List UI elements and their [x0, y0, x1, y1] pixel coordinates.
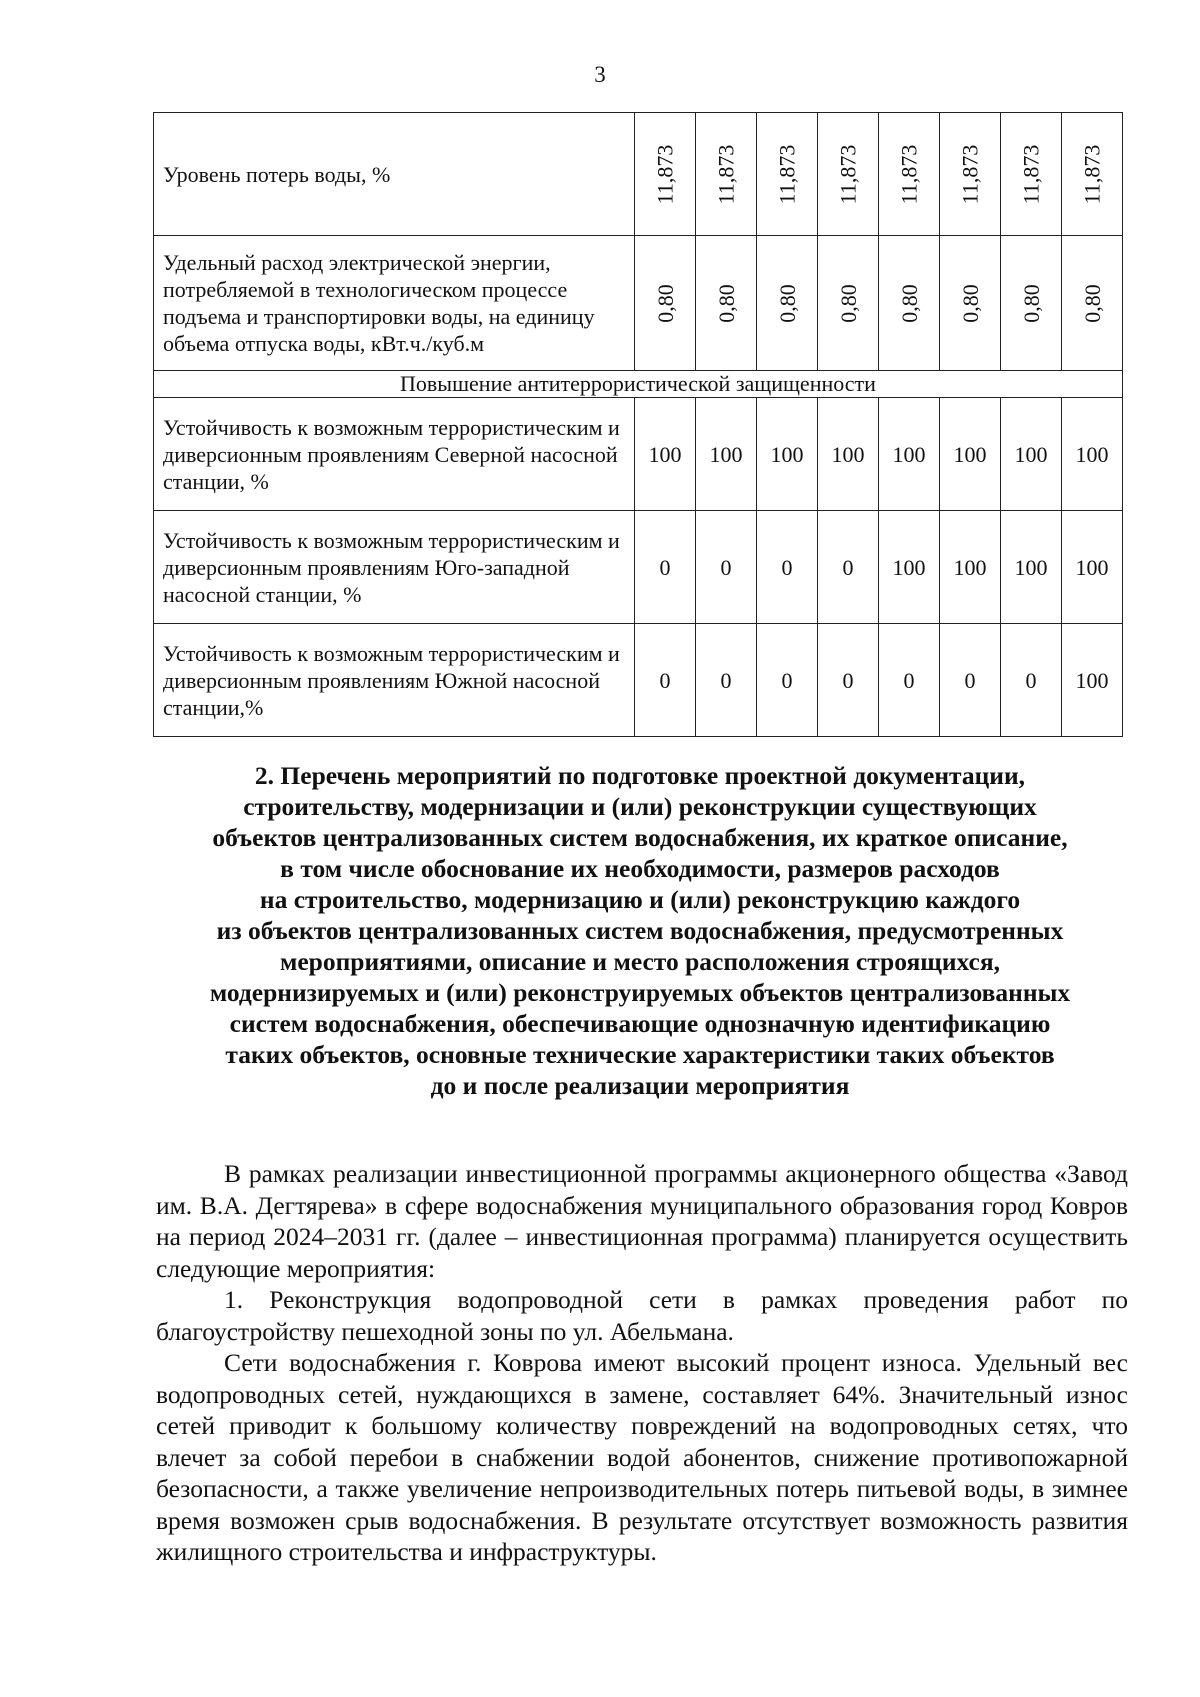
indicator-value-text: 0 [842, 554, 854, 580]
heading-line: систем водоснабжения, обеспечивающие однозначную идентификацию [229, 1009, 1051, 1038]
indicator-value [818, 624, 879, 737]
section-title: Повышение антитеррористической защищенности [154, 371, 1123, 398]
table-row [154, 236, 1123, 371]
indicator-value [757, 624, 818, 737]
indicator-value [1000, 113, 1061, 236]
indicator-value-text: 11,873 [835, 144, 861, 204]
heading-line: модернизируемых и (или) реконструируемых объектов централизованных [209, 978, 1071, 1007]
indicator-value [757, 113, 818, 236]
heading-line: на строительство, модернизацию и (или) реконструкцию каждого [259, 885, 1021, 914]
indicator-value-text: 100 [709, 441, 743, 467]
indicator-value-text: 100 [770, 441, 804, 467]
indicators-table [153, 112, 1123, 737]
heading-line: объектов централизованных систем водоснабжения, их краткое описание, [212, 823, 1068, 852]
heading-line: таких объектов, основные технические характеристики таких объектов [225, 1040, 1055, 1069]
indicator-value-text: 11,873 [896, 144, 922, 204]
indicator-value [635, 511, 696, 624]
indicator-value [1061, 236, 1122, 371]
indicator-value-text: 0,80 [774, 283, 800, 323]
table-row [154, 511, 1123, 624]
indicator-value-text: 0 [659, 554, 671, 580]
indicator-label: Устойчивость к возможным террористическим и диверсионным проявлениям Северной насосной станции, % [154, 398, 635, 511]
indicator-label: Удельный расход электрической энергии, потребляемой в технологическом процессе подъема и транспортировки воды, на единицу объема отпуска воды, кВт.ч./куб.м [154, 236, 635, 371]
indicator-value [635, 113, 696, 236]
indicator-value-text: 0 [1025, 667, 1037, 693]
paragraph-intro: В рамках реализации инвестиционной программы акционерного общества «Завод им. В.А. Дегтярева» в сфере водоснабжения муниципального образования город Ковров на период 2024–2031 гг. (далее – инвестиционная программа) планируется осуществить следующие мероприятия: [156, 1159, 1128, 1283]
indicator-value-text: 11,873 [1079, 144, 1105, 204]
heading-line: мероприятиями, описание и место расположения строящихся, [279, 947, 1001, 976]
indicator-value [939, 113, 1000, 236]
indicator-value-text: 11,873 [774, 144, 800, 204]
indicator-value-text: 100 [1014, 554, 1048, 580]
indicator-value [939, 624, 1000, 737]
indicator-value [696, 236, 757, 371]
indicator-value [818, 113, 879, 236]
indicator-value-text: 0 [903, 667, 915, 693]
indicator-value [1000, 624, 1061, 737]
indicator-value-text: 100 [892, 554, 926, 580]
indicator-value [878, 113, 939, 236]
indicator-value [818, 236, 879, 371]
heading-line: в том числе обоснование их необходимости, размеров расходов [280, 854, 1000, 883]
indicator-value-text: 0 [781, 667, 793, 693]
indicator-value-text: 0,80 [652, 283, 678, 323]
indicator-value-text: 100 [831, 441, 865, 467]
table-row [154, 398, 1123, 511]
indicator-label: Устойчивость к возможным террористическим и диверсионным проявлениям Юго-западной насосной станции, % [154, 511, 635, 624]
body-text [156, 1158, 1128, 1568]
indicator-value-text: 0 [720, 554, 732, 580]
indicator-value-text: 0 [659, 667, 671, 693]
indicator-value-text: 100 [953, 441, 987, 467]
indicator-value [878, 511, 939, 624]
indicator-value-text: 0 [964, 667, 976, 693]
indicator-value-text: 0,80 [835, 283, 861, 323]
indicator-value-text: 0,80 [713, 283, 739, 323]
page-number: 3 [594, 62, 606, 87]
heading-line: 2. Перечень мероприятий по подготовке проектной документации, [254, 761, 1026, 790]
indicator-value-text: 100 [648, 441, 682, 467]
indicator-value [939, 511, 1000, 624]
indicator-value-text: 0 [842, 667, 854, 693]
indicator-value [1061, 624, 1122, 737]
indicator-value-text: 100 [1075, 667, 1109, 693]
indicator-value [757, 511, 818, 624]
heading-line: из объектов централизованных систем водоснабжения, предусмотренных [216, 916, 1064, 945]
indicator-value [757, 236, 818, 371]
indicator-value [635, 398, 696, 511]
indicator-value [878, 236, 939, 371]
indicator-value [635, 236, 696, 371]
indicator-value-text: 11,873 [957, 144, 983, 204]
indicator-value [1000, 511, 1061, 624]
indicators-table-body [154, 113, 1123, 737]
section-heading [150, 760, 1130, 1101]
indicator-value [1061, 398, 1122, 511]
indicator-value [696, 113, 757, 236]
indicator-value-text: 100 [1075, 441, 1109, 467]
indicator-value [878, 624, 939, 737]
indicator-value-text: 100 [1014, 441, 1048, 467]
indicator-value-text: 100 [1075, 554, 1109, 580]
indicator-value [818, 398, 879, 511]
indicator-value-text: 100 [953, 554, 987, 580]
heading-line: строительству, модернизации и (или) реконструкции существующих [243, 792, 1037, 821]
indicator-value [1000, 398, 1061, 511]
indicator-value-text: 100 [892, 441, 926, 467]
indicator-value-text: 0 [720, 667, 732, 693]
paragraph-justification: Сети водоснабжения г. Коврова имеют высокий процент износа. Удельный вес водопроводных сетей, нуждающихся в замене, составляет 64%. Значительный износ сетей приводит к большому количеству повреждений на водопроводных сетях, что влечет за собой перебои в снабжении водой абонентов, снижение противопожарной безопасности, а также увеличение непроизводительных потерь питьевой воды, в зимнее время возможен срыв водоснабжения. В результате отсутствует возможность развития жилищного строительства и инфраструктуры. [156, 1348, 1128, 1566]
indicator-value-text: 11,873 [713, 144, 739, 204]
indicator-value [939, 236, 1000, 371]
table-row [154, 113, 1123, 236]
indicator-value [1000, 236, 1061, 371]
indicator-value [818, 511, 879, 624]
table-row [154, 624, 1123, 737]
indicator-value [939, 398, 1000, 511]
table-section-row [154, 371, 1123, 398]
paragraph-item-1: 1. Реконструкция водопроводной сети в рамках проведения работ по благоустройству пешеходной зоны по ул. Абельмана. [156, 1285, 1128, 1346]
heading-line: до и после реализации мероприятия [430, 1071, 850, 1100]
indicator-value [1061, 113, 1122, 236]
indicator-value [696, 624, 757, 737]
indicator-value-text: 0,80 [1018, 283, 1044, 323]
indicator-value-text: 0,80 [1079, 283, 1105, 323]
indicator-value [878, 398, 939, 511]
indicator-value-text: 11,873 [652, 144, 678, 204]
indicator-value [696, 398, 757, 511]
indicator-value [696, 511, 757, 624]
indicator-label: Устойчивость к возможным террористическим и диверсионным проявлениям Южной насосной станции,% [154, 624, 635, 737]
indicator-value [757, 398, 818, 511]
indicator-value [635, 624, 696, 737]
indicator-value-text: 11,873 [1018, 144, 1044, 204]
indicator-value-text: 0 [781, 554, 793, 580]
indicator-value-text: 0,80 [957, 283, 983, 323]
indicator-label: Уровень потерь воды, % [154, 113, 635, 236]
indicator-value-text: 0,80 [896, 283, 922, 323]
indicator-value [1061, 511, 1122, 624]
